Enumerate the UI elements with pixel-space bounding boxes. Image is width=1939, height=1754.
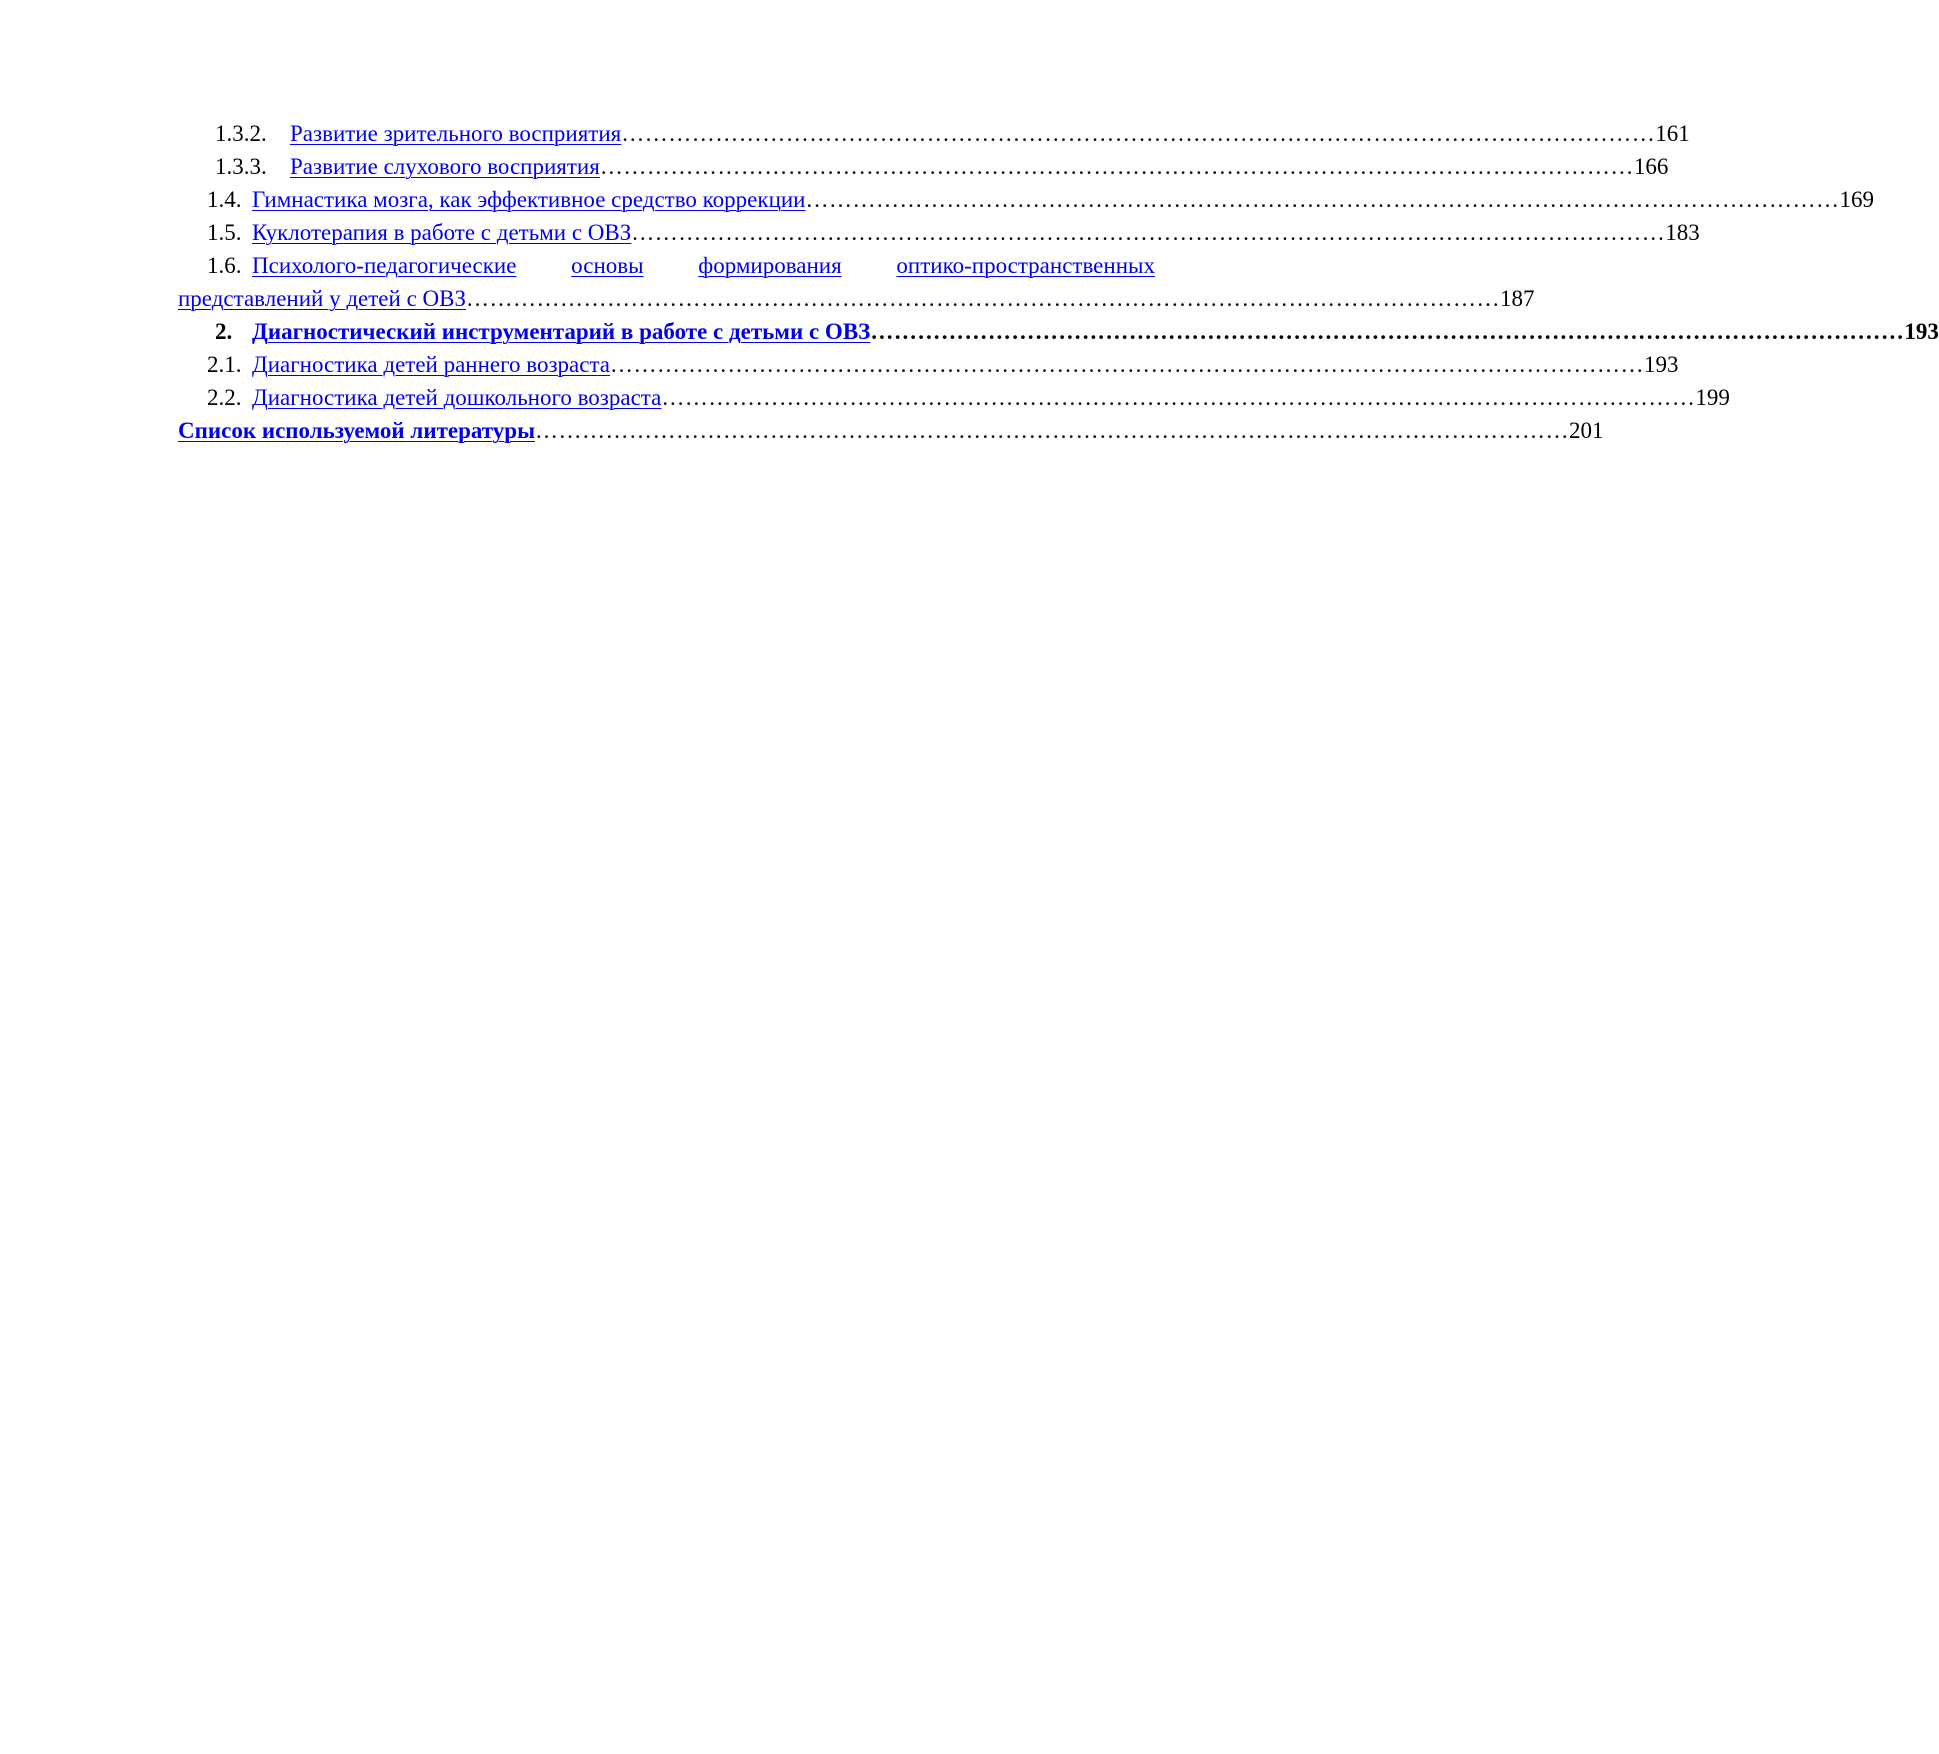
toc-link-auditory-perception[interactable]: Развитие слухового восприятия bbox=[290, 154, 600, 179]
toc-entry-line bbox=[290, 151, 1669, 183]
toc-entry-line-1 bbox=[252, 250, 1155, 282]
toc-page-number: 166 bbox=[1633, 154, 1669, 179]
toc-page-number: 187 bbox=[1500, 286, 1535, 311]
dot-leader: …………………………………………………………………………………………………………………… bbox=[610, 352, 1644, 377]
dot-leader: …………………………………………………………………………………………………………………… bbox=[599, 154, 1634, 179]
dot-leader: …………………………………………………………………………………………………………………… bbox=[535, 418, 1570, 443]
toc-entry-line bbox=[252, 316, 1939, 348]
toc-entry-number: 1.5. bbox=[207, 220, 242, 245]
toc-link-visual-perception[interactable]: Развитие зрительного восприятия bbox=[290, 121, 622, 146]
toc-entry-number: 2.2. bbox=[207, 385, 242, 410]
toc-link-bibliography[interactable]: Список используемой литературы bbox=[178, 418, 536, 443]
toc-link-puppet-therapy[interactable]: Куклотерапия в работе с детьми с ОВЗ bbox=[252, 220, 632, 245]
toc-link-word[interactable]: основы bbox=[571, 253, 644, 278]
toc-entry-number: 1.3.2. bbox=[215, 121, 267, 146]
toc-page-number: 193 bbox=[1644, 352, 1679, 377]
toc-link-word[interactable]: Психолого-педагогические bbox=[252, 253, 517, 278]
dot-leader: …………………………………………………………………………………………………………………… bbox=[661, 385, 1696, 410]
dot-leader: …………………………………………………………………………………………………………………… bbox=[805, 187, 1840, 212]
toc-entry-number: 2.1. bbox=[207, 352, 242, 377]
toc-page-number: 169 bbox=[1839, 187, 1874, 212]
toc-page-number: 199 bbox=[1695, 385, 1730, 410]
toc-entry-number: 1.4. bbox=[207, 187, 242, 212]
toc-link-word[interactable]: формирования bbox=[698, 253, 842, 278]
dot-leader: …………………………………………………………………………………………………………………… bbox=[466, 286, 1500, 311]
toc-entry-number: 1.3.3. bbox=[215, 154, 267, 179]
toc-entry-line bbox=[252, 349, 1679, 381]
toc-page-number: 193 bbox=[1904, 319, 1939, 344]
toc-link-diagnostic-tools[interactable]: Диагностический инструментарий в работе с детьми с ОВЗ bbox=[252, 319, 871, 344]
toc-link-preschool-diagnostics[interactable]: Диагностика детей дошкольного возраста bbox=[252, 385, 662, 410]
toc-entry-line bbox=[252, 217, 1700, 249]
toc-entry-line bbox=[178, 415, 1604, 447]
toc-entry-number: 1.6. bbox=[207, 253, 242, 278]
dot-leader: …………………………………………………………………………………………………………………… bbox=[870, 319, 1905, 344]
toc-link-word[interactable]: оптико-пространственных bbox=[896, 253, 1155, 278]
toc-link-optical-spatial-line-2[interactable]: представлений у детей с ОВЗ bbox=[178, 286, 466, 311]
toc-page-number: 161 bbox=[1655, 121, 1690, 146]
toc-entry-line bbox=[290, 118, 1690, 150]
toc-entry-line-2 bbox=[178, 283, 1535, 315]
toc-page-number: 183 bbox=[1665, 220, 1700, 245]
toc-entry-number: 2. bbox=[215, 319, 233, 344]
dot-leader: …………………………………………………………………………………………………………………… bbox=[631, 220, 1666, 245]
toc-link-early-age-diagnostics[interactable]: Диагностика детей раннего возраста bbox=[252, 352, 610, 377]
toc-page-number: 201 bbox=[1569, 418, 1604, 443]
toc-entry-line bbox=[252, 382, 1730, 414]
toc-link-brain-gymnastics[interactable]: Гимнастика мозга, как эффективное средство коррекции bbox=[252, 187, 806, 212]
dot-leader: …………………………………………………………………………………………………………………… bbox=[621, 121, 1656, 146]
toc-entry-line bbox=[252, 184, 1874, 216]
toc-link-optical-spatial-line-1[interactable] bbox=[252, 250, 1155, 282]
